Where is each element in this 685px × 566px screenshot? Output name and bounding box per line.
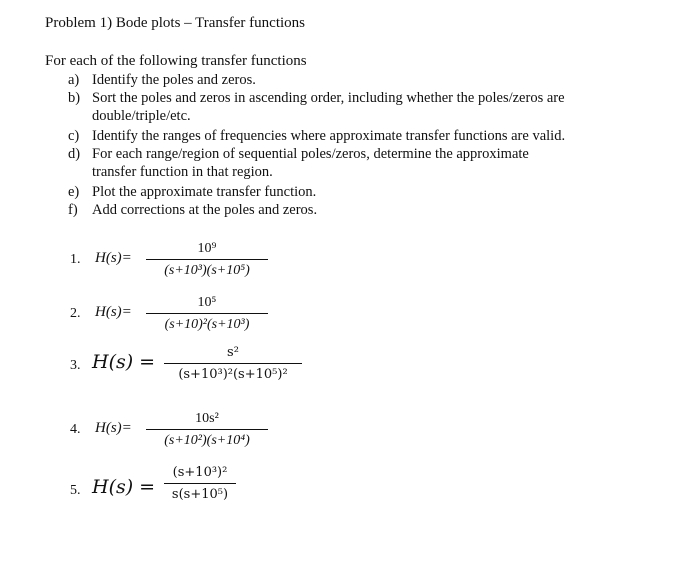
task-list-item — [68, 71, 256, 89]
equation-lhs: H(s)= — [95, 304, 132, 320]
task-text: Add corrections at the poles and zeros. — [92, 202, 318, 218]
task-text: For each range/region of sequential poles/zeros, determine the approximate — [92, 146, 529, 162]
fraction-bar — [146, 259, 268, 260]
task-list-item — [68, 127, 565, 145]
equation-lhs: H(s) = — [92, 351, 156, 373]
task-text-continued: transfer function in that region. — [92, 164, 273, 180]
task-list-item — [68, 201, 317, 219]
equation-lhs: H(s) = — [92, 476, 156, 498]
task-list-item — [68, 145, 529, 181]
equation-number: 5. — [70, 483, 81, 498]
task-list-item — [68, 89, 565, 125]
equation-fraction — [164, 464, 236, 503]
equation-denominator: (s+10³)(s+10⁵) — [164, 263, 250, 278]
task-letter: b) — [68, 90, 81, 106]
equation-number: 1. — [70, 252, 81, 267]
problem-title: Problem 1) Bode plots – Transfer functions — [45, 15, 305, 31]
task-letter: a) — [68, 72, 80, 88]
fraction-bar — [164, 483, 236, 484]
task-text: Sort the poles and zeros in ascending order, including whether the poles/zeros are — [92, 90, 565, 106]
task-letter: c) — [68, 128, 80, 144]
equation-number: 3. — [70, 358, 81, 373]
fraction-bar — [164, 363, 302, 364]
equation-lhs: H(s)= — [95, 250, 132, 266]
equation-lhs: H(s)= — [95, 420, 132, 436]
equation-denominator: (s+10³)²(s+10⁵)² — [178, 367, 288, 382]
equation-denominator: s(s+10⁵) — [171, 487, 229, 502]
equation-fraction — [146, 410, 268, 449]
equation-fraction — [146, 294, 268, 333]
task-text: Identify the poles and zeros. — [92, 72, 256, 88]
equation-number: 4. — [70, 422, 81, 437]
equation-denominator: (s+10²)(s+10⁴) — [164, 433, 250, 448]
problem-intro: For each of the following transfer functions — [45, 53, 307, 69]
equation-fraction — [146, 240, 268, 279]
fraction-bar — [146, 313, 268, 314]
fraction-bar — [146, 429, 268, 430]
equation-fraction — [164, 344, 302, 383]
equation-numerator: (s+10³)² — [172, 465, 228, 480]
task-letter: d) — [68, 146, 81, 162]
equation-numerator: 10s² — [195, 411, 219, 426]
task-letter: f) — [68, 202, 78, 218]
equation-number: 2. — [70, 306, 81, 321]
equation-numerator: 10⁹ — [197, 241, 217, 256]
equation-numerator: s² — [227, 345, 239, 360]
task-letter: e) — [68, 184, 80, 200]
task-text-continued: double/triple/etc. — [92, 108, 191, 124]
task-text: Identify the ranges of frequencies where approximate transfer functions are valid. — [92, 128, 566, 144]
task-list-item — [68, 183, 316, 201]
equation-denominator: (s+10)²(s+10³) — [164, 317, 250, 332]
equation-numerator: 10⁵ — [197, 295, 217, 310]
task-text: Plot the approximate transfer function. — [92, 184, 317, 200]
